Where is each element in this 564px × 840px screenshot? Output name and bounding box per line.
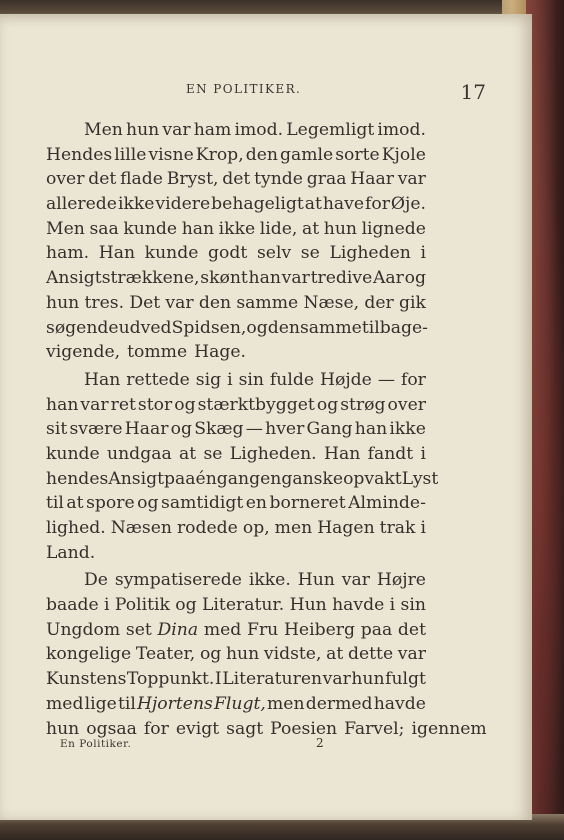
word: opvakt [343,468,402,489]
word: Ungdom [46,619,121,640]
word: han [181,218,215,239]
word: sin [238,369,264,390]
word: dermed [305,693,373,714]
word: ham. [46,243,90,264]
signature: En Politiker. [60,738,132,750]
word: havde [373,693,426,714]
word: rettede [126,369,190,390]
word: men [267,693,305,714]
signature-mark: 2 [316,736,324,750]
word: ham [193,120,232,140]
word: Næse, [303,292,360,313]
text-line [46,143,426,168]
word: var [162,120,191,140]
text-line [46,316,426,341]
word: over [387,394,426,415]
word: Alminde- [348,493,426,514]
body-text [46,118,487,741]
word: igennem [411,718,487,739]
word: Hage. [194,342,246,363]
word: Men [84,120,123,140]
text-line [46,192,426,217]
word: tres. [84,292,125,313]
word: Land. [46,542,96,563]
text-line [46,442,426,467]
word: ud [118,317,141,338]
word: trak [379,518,416,538]
word: Hjortens [136,693,213,714]
word: hun [46,292,80,313]
word: kunde [144,243,199,264]
text-line [46,217,426,242]
word: ikke. [248,570,291,591]
word: Øje. [390,194,426,215]
word: tynde [254,169,303,190]
text-line [46,266,426,291]
word: sin [400,595,426,616]
text-line [46,241,426,266]
page-header [186,80,486,104]
word: tomme [127,342,188,363]
page-number: 17 [460,80,486,104]
word: imod. [377,120,426,140]
page-footer [60,736,360,756]
word: Hagen [317,518,375,538]
word: ikke [389,419,426,440]
word: dette [347,644,394,665]
word: var [341,570,370,591]
text-line [46,667,426,692]
word: Ansigtstrækkene, [46,268,200,289]
word: Spidsen, [171,317,247,338]
word: Ligheden [329,243,411,264]
word: og [246,317,268,338]
word: ganske [281,468,344,489]
word: éngang [195,468,261,489]
word: Hendes [46,144,113,165]
word: paa [164,468,196,489]
word: behageligt [211,194,304,215]
word: Kjole [381,144,426,165]
word: kunde [123,218,178,239]
word: for [400,369,426,390]
word: Højre [376,570,426,591]
word: Han [98,243,136,264]
running-head: EN POLITIKER. [186,82,302,96]
word: det [88,169,117,190]
text-line [46,467,439,492]
word: saa [89,218,119,239]
word: Næsen [110,518,172,538]
word: lighed. [46,518,106,538]
word: Han [323,443,361,464]
word: var [165,292,194,313]
word: samme [236,292,299,313]
word: Farvel; [344,718,405,739]
word: baade [46,595,99,616]
word: den [198,292,232,313]
word: lide, [259,218,298,239]
word: det [222,169,251,190]
word: selv [256,243,292,264]
word: med [46,693,84,714]
word: for [143,718,169,739]
word: Skæg [194,419,244,440]
word: Heiberg [283,619,355,640]
word: se [203,443,223,464]
word: hun [46,718,80,739]
word: var [322,669,351,690]
word: op, [242,518,270,538]
word: men [274,518,313,538]
word: over [46,169,85,190]
paragraph [46,118,426,365]
word: videre [155,194,211,215]
word: og [174,394,196,415]
word: den [245,144,278,165]
word: hver [265,419,305,440]
word: var [397,644,426,665]
word: Ansigt [108,468,165,489]
word: fandt [367,443,414,464]
word: at [179,443,197,464]
word: flade [120,169,163,190]
word: der [364,292,394,313]
text-line [46,692,426,717]
text-line [46,118,426,143]
word: var [397,169,426,190]
word: Ligheden. [229,443,317,464]
text-line [46,167,426,192]
text-line [46,642,426,667]
word: Literaturen [222,669,323,690]
word: en [245,493,267,514]
word: og [175,595,197,616]
word: Flugt, [213,693,266,714]
word: undgaa [107,443,172,464]
word: Fru [247,619,279,640]
word: Aar [373,268,404,289]
word: borneret [269,493,346,514]
word: var [80,394,109,415]
word: og [199,644,222,665]
word: godt [208,243,248,264]
word: kunde [46,443,100,464]
word: i [420,243,426,264]
text-line [46,291,426,316]
word: fulgt [385,669,426,690]
word: Hun [297,570,335,591]
word: imod. [234,120,284,140]
word: fulde [269,369,315,390]
word: ikke [218,218,256,239]
word: Legemligt [286,120,375,140]
word: Hun [289,595,327,616]
word: at [302,218,320,239]
text-line [46,368,426,393]
word: lille [114,144,147,165]
text-line [46,541,426,566]
word: han [46,394,79,415]
word: graa [306,169,347,190]
word: sagt [226,718,264,739]
text-line [46,593,426,618]
word: svære [69,419,123,440]
word: og [404,268,426,289]
word: det [397,619,426,640]
word: havde [332,595,385,616]
word: den [267,317,300,338]
word: Lyst [401,468,439,489]
word: Haar [350,169,394,190]
word: evigt [175,718,220,739]
word: hendes [46,468,109,489]
text-line [46,393,426,418]
word: gik [399,292,426,313]
word: Teater, [135,644,196,665]
word: han [248,268,281,289]
text-line [46,340,426,365]
word: sig [195,369,222,390]
word: Han [84,369,121,390]
word: tredive [310,268,373,289]
word: vidste, [263,644,322,665]
word: søgende [46,317,119,338]
word: paa [360,619,393,640]
word: sympatiserede [114,570,242,591]
word: at [304,194,322,215]
word: skønt [200,268,248,289]
word: I [214,669,222,690]
word: ret [110,394,136,415]
word: og [170,419,192,440]
word: i [420,518,426,538]
word: med [203,619,242,640]
word: tilbage- [361,317,428,338]
word: at [326,644,344,665]
word: Det [129,292,161,313]
word: at [66,493,84,514]
word: han [354,419,388,440]
word: hun [323,218,357,239]
word: se [300,243,320,264]
word: og [316,394,339,415]
text-line [46,491,426,516]
word: Kunstens [46,669,127,690]
word: for [365,194,390,215]
paragraph [46,568,487,741]
word: Gang [306,419,353,440]
word: hun [126,120,160,140]
text-line [46,568,426,593]
word: kongelige [46,644,132,665]
word: Poesien [270,718,338,739]
text-line [46,618,426,643]
word: ikke [117,194,155,215]
word: i [227,369,233,390]
word: have [322,194,365,215]
word: Literatur. [202,595,285,616]
word: sit [46,419,68,440]
word: lige [84,693,117,714]
word: Haar [124,419,169,440]
word: samme [299,317,362,338]
word: sorte [335,144,380,165]
word: spore [86,493,135,514]
word: — [377,369,395,390]
text-line [46,516,426,541]
word: stor [137,394,173,415]
word: en [260,468,282,489]
word: i [420,443,426,464]
word: set [125,619,152,640]
word: strøg [340,394,386,415]
word: gamle [279,144,334,165]
word: og [137,493,159,514]
word: Men [46,218,85,239]
word: ogsaa [86,718,137,739]
word: lignede [361,218,426,239]
word: Dina [157,619,199,640]
word: Politik [114,595,170,616]
word: i [389,595,396,616]
paragraph [46,368,439,566]
word: allerede [46,194,117,215]
word: til [117,693,136,714]
word: visne [148,144,194,165]
text-line [46,417,426,442]
word: til [46,493,64,514]
word: Toppunkt. [126,669,215,690]
word: hun [225,644,260,665]
word: hun [351,669,385,690]
word: rodede [176,518,238,538]
word: Højde [320,369,372,390]
word: var [281,268,310,289]
word: samtidigt [161,493,244,514]
word: — [245,419,263,440]
word: Krop, [195,144,244,165]
word: ved [140,317,172,338]
word: Bryst, [166,169,219,190]
word: De [84,570,108,591]
word: stærktbygget [197,394,315,415]
word: vigende, [46,342,121,363]
word: i [104,595,110,616]
